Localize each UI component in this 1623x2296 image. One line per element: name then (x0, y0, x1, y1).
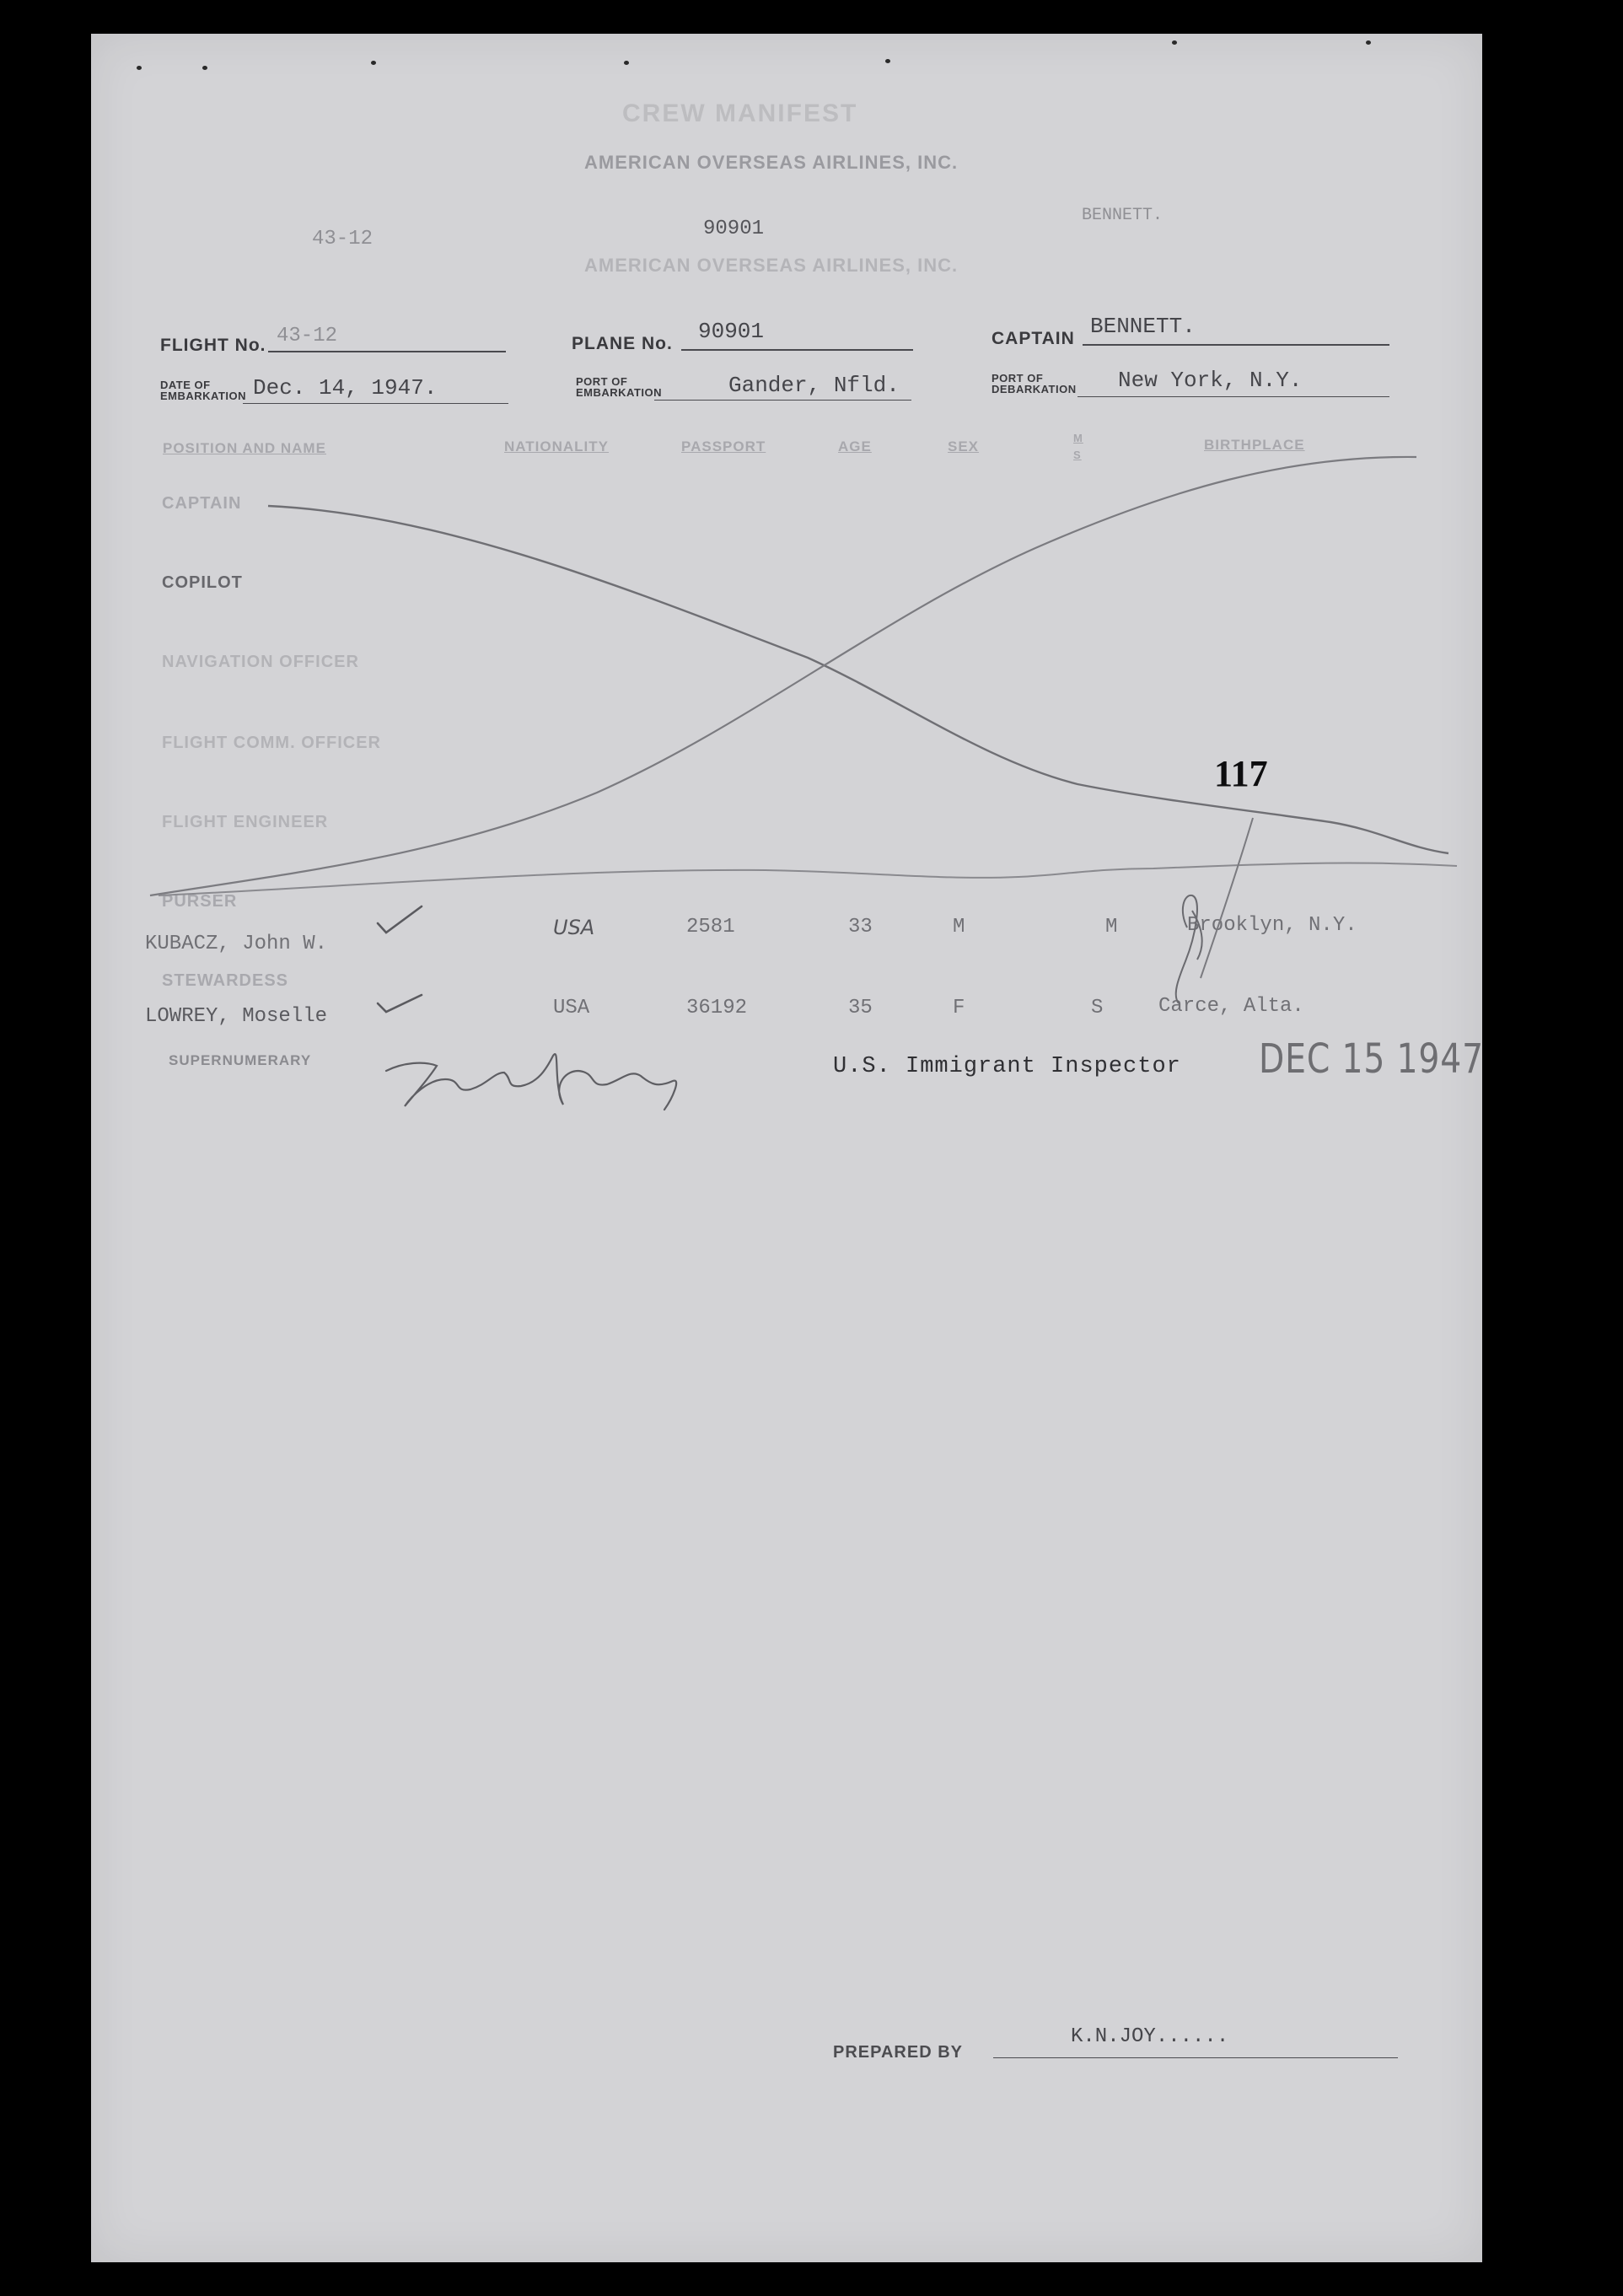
crew-1-name: KUBACZ, John W. (145, 933, 328, 955)
film-mark (624, 61, 629, 65)
film-mark (202, 66, 207, 70)
inspector-label: U.S. Immigrant Inspector (833, 1054, 1181, 1079)
port-deb-line1: PORT OF (992, 372, 1044, 384)
crew-2-marital: S (1091, 997, 1104, 1019)
flight-no-value: 43-12 (277, 325, 338, 347)
crew-1-age: 33 (848, 916, 873, 938)
date-label-line1: DATE OF (160, 379, 211, 391)
crew-2-nationality: USA (553, 997, 590, 1019)
col-position-name: POSITION AND NAME (163, 440, 326, 456)
film-mark (371, 61, 376, 65)
row-captain: CAPTAIN (162, 494, 242, 513)
ghost-title: CREW MANIFEST (622, 99, 858, 127)
row-stewardess: STEWARDESS (162, 971, 289, 990)
check-icon-stewardess (378, 995, 422, 1012)
port-deb-line2: DEBARKATION (992, 383, 1077, 395)
date-stamp: DEC 15 1947 (1259, 1035, 1484, 1083)
film-mark (885, 59, 890, 63)
port-emb-line1: PORT OF (576, 375, 628, 388)
col-sex: SEX (948, 438, 980, 454)
plane-no-label: PLANE No. (572, 334, 673, 353)
crew-2-passport: 36192 (686, 997, 748, 1019)
date-value: Dec. 14, 1947. (253, 375, 438, 401)
crew-2-birthplace: Carce, Alta. (1158, 995, 1304, 1018)
annotation-number: 117 (1214, 753, 1268, 794)
crew-1-passport: 2581 (686, 916, 735, 938)
date-label-line2: EMBARKATION (160, 390, 247, 402)
col-age: AGE (838, 438, 872, 454)
pencil-stroke-117 (1201, 818, 1253, 978)
crew-1-birthplace: Brooklyn, N.Y. (1187, 914, 1357, 937)
check-icon-purser (378, 906, 422, 933)
film-mark (1366, 40, 1371, 45)
crew-2-sex: F (953, 997, 965, 1019)
flight-no-label: FLIGHT No. (160, 336, 266, 355)
crew-2-name: LOWREY, Moselle (145, 1005, 328, 1028)
film-mark (1172, 40, 1177, 45)
film-mark (137, 66, 142, 70)
ghost-flight-no: 43-12 (312, 228, 374, 250)
row-navigation: NAVIGATION OFFICER (162, 653, 359, 671)
row-flight-engineer: FLIGHT ENGINEER (162, 813, 329, 831)
captain-label: CAPTAIN (992, 329, 1075, 348)
initials-scribble (1176, 895, 1202, 1003)
ghost-captain: BENNETT. (1082, 206, 1164, 225)
ghost-company: AMERICAN OVERSEAS AIRLINES, INC. (584, 152, 959, 173)
col-birthplace: BIRTHPLACE (1204, 437, 1305, 453)
row-purser: PURSER (162, 892, 238, 911)
pencil-line-ascending (150, 457, 1416, 895)
port-embarkation-value: Gander, Nfld. (728, 373, 900, 398)
ghost-company-2: AMERICAN OVERSEAS AIRLINES, INC. (584, 255, 959, 276)
pencil-line-bottom (159, 863, 1457, 895)
crew-2-age: 35 (848, 997, 873, 1019)
row-copilot: COPILOT (162, 573, 243, 592)
col-married: M (1073, 432, 1083, 444)
prepared-by-label: PREPARED BY (833, 2043, 963, 2062)
col-single: S (1073, 449, 1082, 461)
ghost-plane-no: 90901 (703, 218, 765, 240)
pencil-markings (91, 34, 1482, 2262)
row-supernumerary: SUPERNUMERARY (169, 1052, 312, 1068)
plane-no-value: 90901 (698, 319, 765, 344)
port-debarkation-value: New York, N.Y. (1118, 368, 1303, 393)
crew-1-nationality: USA (553, 916, 595, 939)
row-flight-comm: FLIGHT COMM. OFFICER (162, 734, 381, 752)
col-nationality: NATIONALITY (504, 438, 610, 454)
inspector-signature (386, 1054, 676, 1110)
crew-1-marital: M (1105, 916, 1118, 938)
pencil-line-descending (268, 506, 1448, 853)
col-passport: PASSPORT (681, 438, 766, 454)
crew-1-sex: M (953, 916, 965, 938)
prepared-by-value: K.N.JOY...... (1071, 2025, 1229, 2048)
manifest-sheet (91, 34, 1482, 2262)
captain-value: BENNETT. (1090, 314, 1196, 339)
port-emb-line2: EMBARKATION (576, 386, 663, 399)
